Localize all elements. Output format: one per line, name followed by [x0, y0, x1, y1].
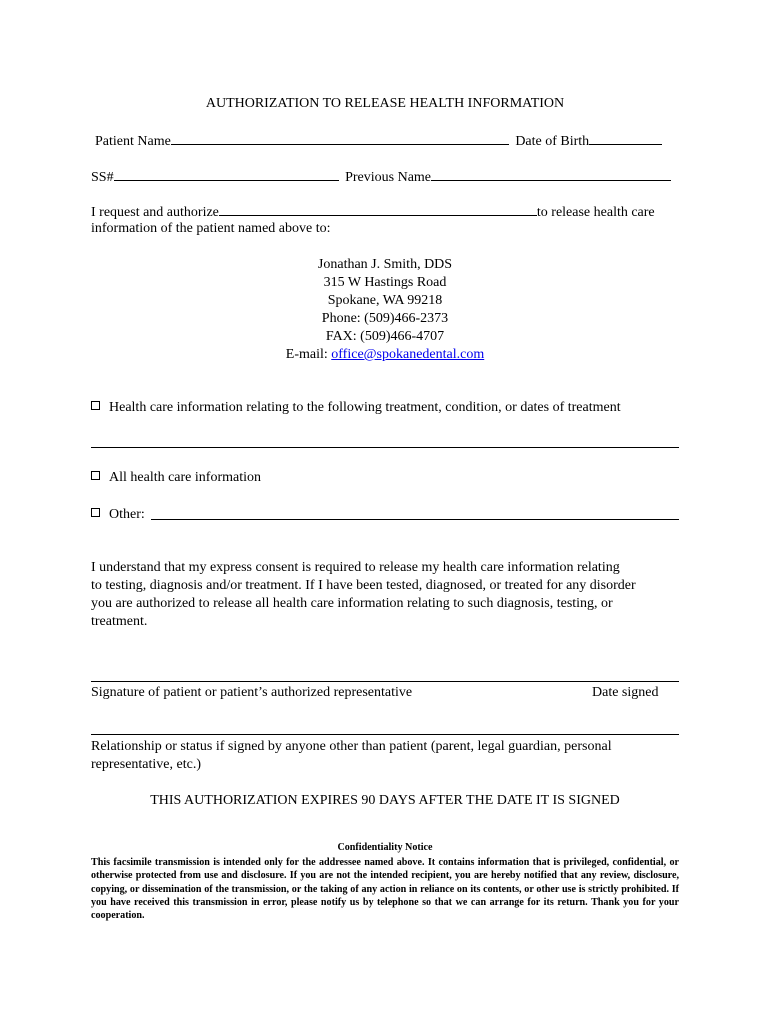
- ss-row: [91, 167, 671, 187]
- date-signed-label: Date signed: [592, 685, 659, 700]
- relationship-line1: Relationship or status if signed by anyone other than patient (parent, legal guardian, personal: [91, 739, 612, 754]
- dob-label: Date of Birth: [515, 134, 590, 149]
- confidentiality-title: Confidentiality Notice: [337, 842, 433, 853]
- all-label: All health care information: [109, 470, 261, 485]
- patient-name-field[interactable]: [171, 131, 509, 145]
- option-other: [91, 506, 145, 524]
- authorize-prefix: I request and authorize: [91, 205, 219, 220]
- email-label: E-mail:: [285, 347, 328, 362]
- consent-line: I understand that my express consent is required to release my health care information relating: [91, 560, 620, 575]
- authorize-row: [91, 202, 655, 222]
- previous-name-field[interactable]: [431, 167, 671, 181]
- relationship-text: [91, 738, 612, 774]
- consent-line: to testing, diagnosis and/or treatment. If I have been tested, diagnosed, or treated for any disorder: [91, 578, 636, 593]
- option-all: [91, 469, 261, 487]
- treatment-label: Health care information relating to the following treatment, condition, or dates of treatment: [109, 400, 621, 415]
- other-detail-line[interactable]: [151, 519, 679, 520]
- form-title: [0, 95, 770, 113]
- relationship-line2: representative, etc.): [91, 757, 201, 772]
- recipient-city: Spokane, WA 99218: [327, 293, 443, 308]
- authorize-line2: information of the patient named above to:: [91, 221, 331, 236]
- signature-label: Signature of patient or patient’s authorized representative: [91, 685, 413, 700]
- signature-line[interactable]: [91, 681, 679, 682]
- patient-name-label: Patient Name: [95, 134, 171, 149]
- consent-paragraph: [91, 559, 636, 631]
- recipient-street: 315 W Hastings Road: [323, 275, 447, 290]
- recipient-phone: Phone: (509)466-2373: [321, 311, 449, 326]
- recipient-email-row: [0, 346, 770, 364]
- recipient-block: [0, 256, 770, 364]
- recipient-fax: FAX: (509)466-4707: [325, 329, 445, 344]
- confidentiality-body: This facsimile transmission is intended only for the addressee named above. It contains information that is privileged, confidential, or otherwise protected from use and disclosure. If you are not the intended recipient, you are hereby notified that any review, disclosure, copying, or dissemination of the transmission, or the taking of any action in reliance on its contents, or other use is strictly prohibited. If you have received this transmission in error, please notify us by telephone so that we can arrange for its return. Thank you for your cooperation.: [91, 857, 679, 922]
- expiry-notice: THIS AUTHORIZATION EXPIRES 90 DAYS AFTER THE DATE IT IS SIGNED: [150, 793, 620, 808]
- treatment-checkbox[interactable]: [91, 401, 100, 410]
- ss-label: SS#: [91, 170, 114, 185]
- form-title-text: AUTHORIZATION TO RELEASE HEALTH INFORMATION: [205, 96, 565, 111]
- previous-name-label: Previous Name: [345, 170, 432, 185]
- dob-field[interactable]: [589, 131, 662, 145]
- recipient-name: Jonathan J. Smith, DDS: [317, 257, 453, 272]
- patient-name-row: [95, 131, 662, 151]
- other-checkbox[interactable]: [91, 508, 100, 517]
- consent-line: you are authorized to release all health care information relating to such diagnosis, testing, or: [91, 596, 613, 611]
- treatment-detail-line[interactable]: [91, 447, 679, 448]
- authorize-party-field[interactable]: [219, 202, 537, 216]
- option-treatment: [91, 399, 621, 417]
- all-checkbox[interactable]: [91, 471, 100, 480]
- relationship-line[interactable]: [91, 734, 679, 735]
- authorize-suffix: to release health care: [536, 205, 655, 220]
- email-link[interactable]: office@spokanedental.com: [331, 347, 485, 362]
- consent-line: treatment.: [91, 614, 148, 629]
- ss-field[interactable]: [114, 167, 339, 181]
- other-label: Other:: [109, 507, 145, 522]
